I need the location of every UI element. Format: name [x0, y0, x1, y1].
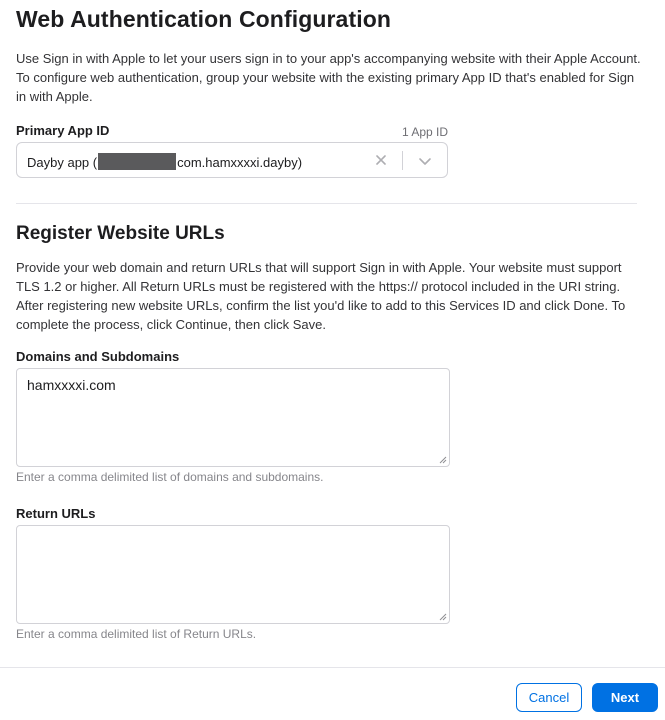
return-urls-hint: Enter a comma delimited list of Return URLs. [16, 627, 257, 641]
section-divider [16, 203, 637, 204]
domains-label: Domains and Subdomains [16, 349, 180, 364]
return-urls-textarea[interactable] [16, 525, 450, 624]
select-separator [402, 151, 403, 170]
resize-handle-icon[interactable] [439, 456, 447, 464]
chevron-down-icon[interactable] [417, 151, 433, 171]
cancel-button[interactable]: Cancel [516, 683, 582, 712]
selected-app-name: Dayby app ( [27, 155, 98, 170]
domains-hint: Enter a comma delimited list of domains and subdomains. [16, 470, 324, 484]
page-title: Web Authentication Configuration [16, 6, 391, 32]
domains-value: hamxxxxi.com [27, 377, 116, 393]
intro-text: Use Sign in with Apple to let your users sign in to your app's accompanying website with their Apple Account. To configure web authentication, group your website with the existing primary App ID that's enabled for Sign in with Apple. [16, 51, 641, 104]
domains-textarea[interactable] [16, 368, 450, 467]
register-description: Provide your web domain and return URLs that will support Sign in with Apple. Your website must support TLS 1.2 or higher. All Return URLs must be registered with the https:// protocol included in the URI string. After registering new website URLs, confirm the list you'd like to add to this Services ID and click Done. To complete the process, click Continue, then click Save. [16, 260, 626, 332]
next-button[interactable]: Next [592, 683, 658, 712]
selected-bundle-id: com.hamxxxxi.dayby) [177, 155, 303, 170]
primary-app-id-select[interactable] [16, 142, 448, 178]
redacted-team-id [98, 153, 176, 170]
selected-app-id [27, 153, 302, 170]
app-id-count: 1 App ID [401, 125, 448, 139]
primary-app-id-label: Primary App ID [16, 123, 110, 138]
footer-divider [0, 667, 665, 668]
resize-handle-icon[interactable] [439, 613, 447, 621]
return-urls-label: Return URLs [16, 506, 96, 521]
register-section-title: Register Website URLs [16, 223, 225, 244]
close-icon[interactable] [373, 150, 389, 170]
